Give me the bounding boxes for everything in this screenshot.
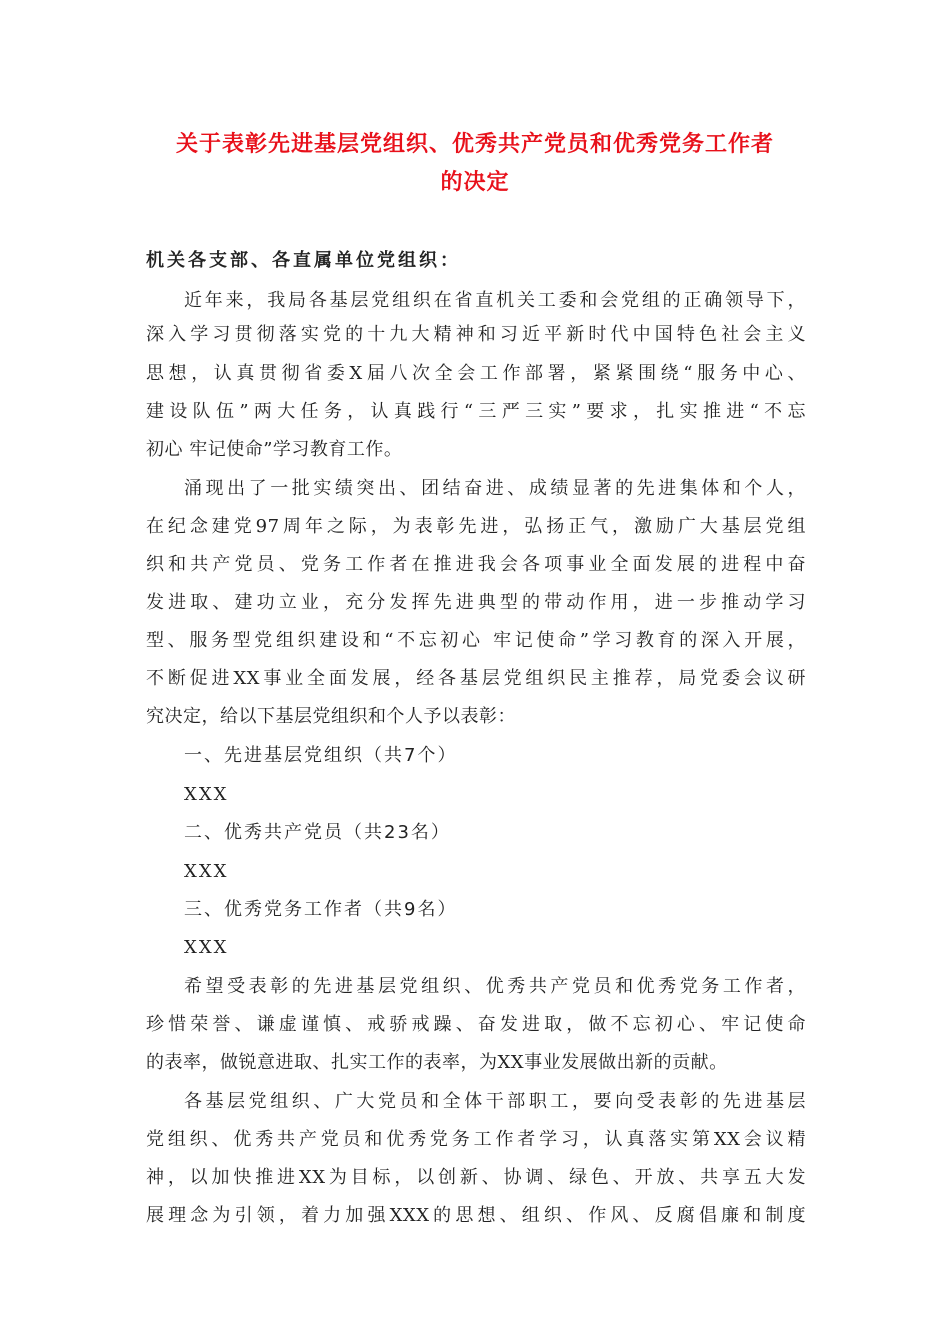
paragraph-2-line: 涌现出了一批实绩突出、团结奋进、成绩显著的先进集体和个人， bbox=[184, 478, 806, 499]
salutation: 机关各支部、各直属单位党组织： bbox=[146, 250, 461, 271]
paragraph-1-line: 深入学习贯彻落实党的十九大精神和习近平新时代中国特色社会主义 bbox=[146, 324, 806, 345]
paragraph-2-line: 织和共产党员、党务工作者在推进我会各项事业全面发展的进程中奋 bbox=[146, 554, 806, 575]
section-2-heading: 二、优秀共产党员（共23名） bbox=[184, 822, 451, 843]
paragraph-1-line: 初心 牢记使命”学习教育工作。 bbox=[146, 439, 403, 460]
paragraph-2-line: 不断促进XX事业全面发展，经各基层党组织民主推荐，局党委会议研 bbox=[146, 668, 806, 689]
paragraph-2-line: 究决定，给以下基层党组织和个人予以表彰： bbox=[146, 706, 516, 727]
section-1-heading: 一、先进基层党组织（共7个） bbox=[184, 745, 458, 766]
paragraph-2-line: 在纪念建党97周年之际，为表彰先进，弘扬正气，激励广大基层党组 bbox=[146, 516, 806, 537]
section-3-heading: 三、优秀党务工作者（共9名） bbox=[184, 899, 458, 920]
paragraph-2-line: 发进取、建功立业，充分发挥先进典型的带动作用，进一步推动学习 bbox=[146, 592, 806, 613]
paragraph-3-line: 的表率，做锐意进取、扎实工作的表率，为XX事业发展做出新的贡献。 bbox=[146, 1052, 728, 1073]
paragraph-2-line: 型、服务型党组织建设和“不忘初心 牢记使命”学习教育的深入开展， bbox=[146, 630, 806, 651]
paragraph-3-line: 希望受表彰的先进基层党组织、优秀共产党员和优秀党务工作者， bbox=[184, 976, 806, 997]
paragraph-4-line: 展理念为引领，着力加强XXX的思想、组织、作风、反腐倡廉和制度 bbox=[146, 1205, 806, 1226]
paragraph-1-line: 建设队伍”两大任务，认真践行“三严三实”要求，扎实推进“不忘 bbox=[146, 401, 806, 422]
document-title-line-2: 的决定 bbox=[440, 169, 510, 195]
section-1-content: XXX bbox=[184, 784, 229, 805]
document-title-line-1: 关于表彰先进基层党组织、优秀共产党员和优秀党务工作者 bbox=[175, 131, 774, 157]
paragraph-1-line: 思想，认真贯彻省委X届八次全会工作部署，紧紧围绕“服务中心、 bbox=[146, 363, 806, 384]
paragraph-1-line: 近年来，我局各基层党组织在省直机关工委和会党组的正确领导下， bbox=[184, 290, 806, 311]
paragraph-3-line: 珍惜荣誉、谦虚谨慎、戒骄戒躁、奋发进取，做不忘初心、牢记使命 bbox=[146, 1014, 806, 1035]
paragraph-4-line: 党组织、优秀共产党员和优秀党务工作者学习，认真落实第XX会议精 bbox=[146, 1129, 806, 1150]
section-2-content: XXX bbox=[184, 861, 229, 882]
paragraph-4-line: 各基层党组织、广大党员和全体干部职工，要向受表彰的先进基层 bbox=[184, 1091, 806, 1112]
paragraph-4-line: 神，以加快推进XX为目标，以创新、协调、绿色、开放、共享五大发 bbox=[146, 1167, 806, 1188]
section-3-content: XXX bbox=[184, 937, 229, 958]
